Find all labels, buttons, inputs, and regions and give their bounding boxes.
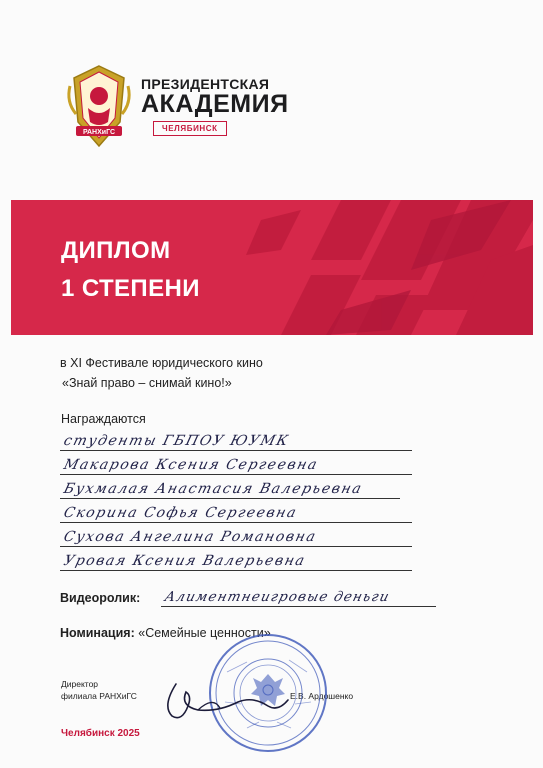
handwritten-line [60,476,400,499]
awarded-label: Награждаются [61,412,146,426]
nomination-value: «Семейные ценности» [138,626,271,640]
director-title [61,678,137,702]
handwritten-text: Уровая Ксения Валерьевна [62,553,308,569]
intro-line2: «Знай право – снимай кино!» [62,376,232,390]
diploma-title-line1: ДИПЛОМ [61,237,171,264]
handwritten-text: Скорина Софья Сергеевна [62,505,300,521]
diploma-banner [11,200,533,335]
festival-intro [60,353,263,393]
handwritten-text: студенты ГБПОУ ЮУМК [62,433,291,449]
logo-line2: АКАДЕМИЯ [141,90,289,118]
handwritten-text: Бухмалая Анастасия Валерьевна [62,481,365,497]
director-line1: Директор [61,679,99,689]
handwritten-line [60,428,412,451]
video-value-text: Алиментнеигровые деньги [163,589,392,605]
handwritten-line [60,452,412,475]
diploma-title [61,232,200,308]
director-name: Е.В. Ардошенко [290,691,354,701]
academy-emblem-logo [64,62,134,152]
handwritten-line [60,500,412,523]
handwritten-line [60,524,412,547]
nomination-label: Номинация: [60,626,135,640]
city-year: Челябинск 2025 [61,728,140,739]
video-label [60,591,140,605]
video-value-line [161,588,436,607]
video-label-text: Видеоролик: [60,591,141,605]
handwritten-text: Сухова Ангелина Романовна [62,529,319,545]
academy-wordmark [141,76,289,136]
emblem-ribbon-text: РАНХиГС [82,129,116,136]
handwritten-line [60,548,412,571]
diploma-title-line2: 1 СТЕПЕНИ [61,275,200,302]
director-line2: филиала РАНХиГС [61,691,137,701]
logo-line1: ПРЕЗИДЕНТСКАЯ [141,76,270,92]
director-signature [158,676,308,726]
handwritten-text: Макарова Ксения Сергеевна [62,457,320,473]
intro-line1: в XI Фестивале юридического кино [60,356,263,370]
logo-city-badge: ЧЕЛЯБИНСК [153,121,227,136]
